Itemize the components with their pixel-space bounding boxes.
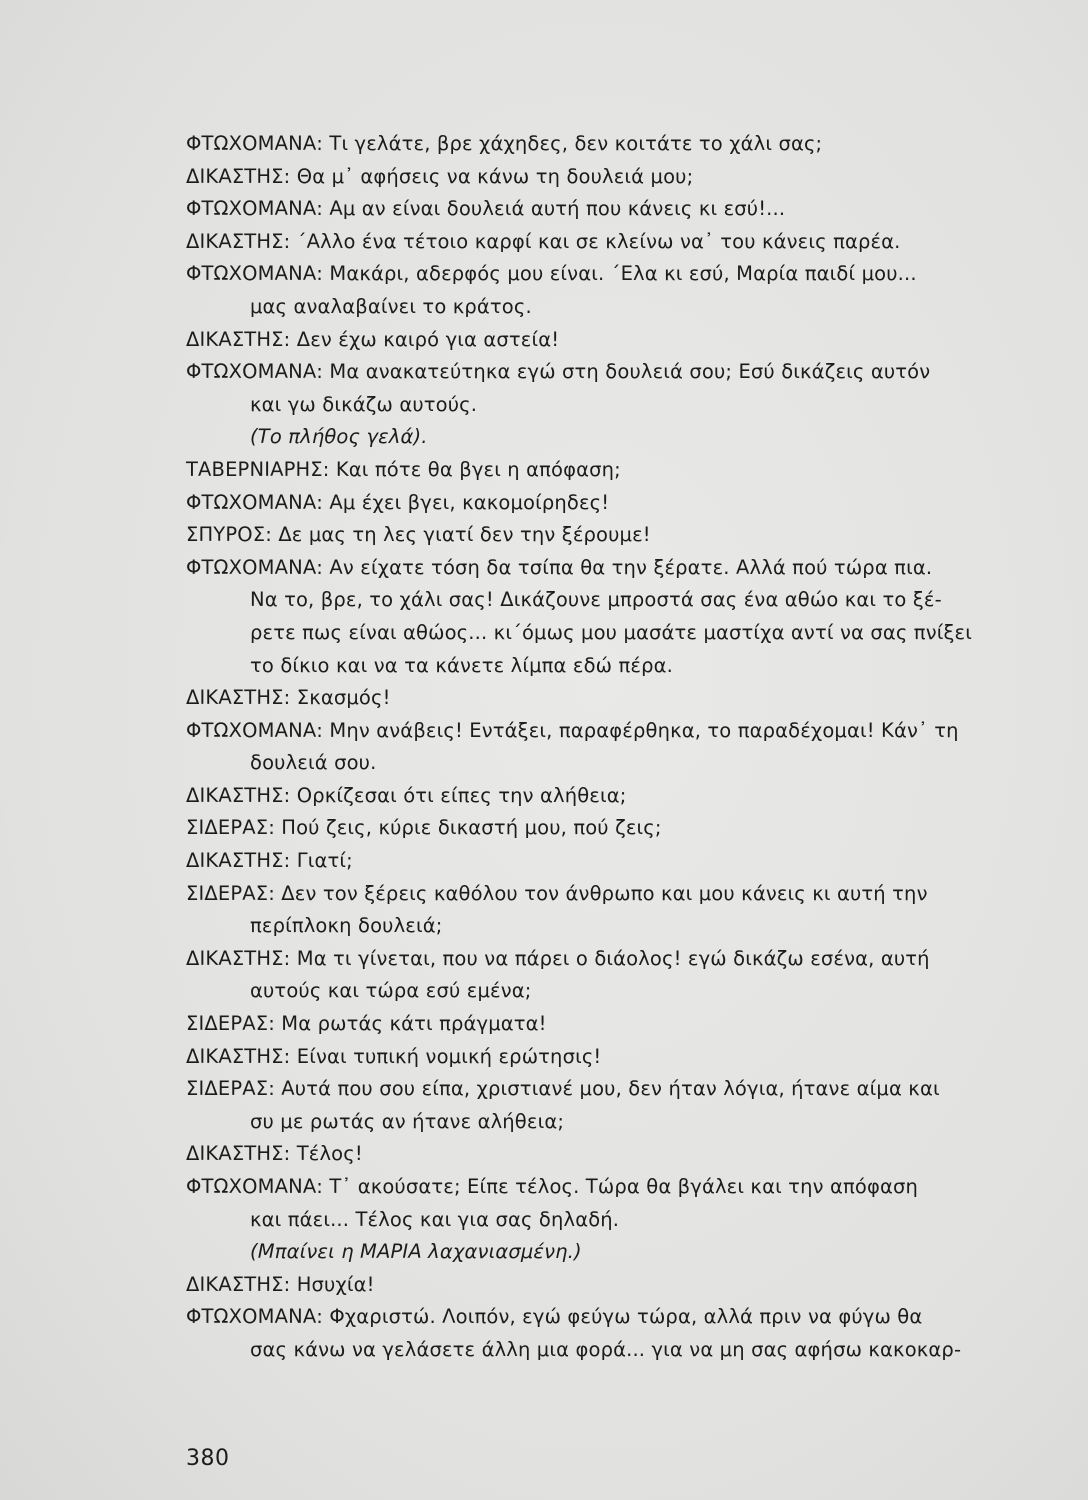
dialogue-line: [186, 878, 1036, 911]
speaker-name: ΔΙΚΑΣΤΗΣ:: [186, 1044, 291, 1068]
line-text: και πάει... Τέλος και για σας δηλαδή.: [250, 1207, 620, 1231]
line-text: Αμ αν είναι δουλειά αυτή που κάνεις κι εσύ!...: [329, 197, 786, 221]
page-number: 380: [186, 1446, 230, 1471]
line-text: Σκασμός!: [296, 686, 391, 710]
line-text: (Μπαίνει η ΜΑΡΙΑ λαχανιασμένη.): [250, 1240, 582, 1264]
line-text: Μακάρι, αδερφός μου είναι. ΄Ελα κι εσύ, Μαρία παιδί μου...: [329, 262, 917, 286]
speaker-name: ΔΙΚΑΣΤΗΣ:: [186, 849, 291, 873]
dialogue-line: [186, 682, 1036, 715]
line-text: το δίκιο και να τα κάνετε λίμπα εδώ πέρα.: [250, 653, 673, 677]
line-text: Φχαριστώ. Λοιπόν, εγώ φεύγω τώρα, αλλά πριν να φύγω θα: [329, 1305, 923, 1329]
dialogue-line: [186, 324, 1036, 357]
line-text: ΄Αλλο ένα τέτοιο καρφί και σε κλείνω να᾽ του κάνεις παρέα.: [296, 229, 901, 253]
line-text: σας κάνω να γελάσετε άλλη μια φορά... για να μη σας αφήσω κακοκαρ-: [250, 1337, 962, 1361]
line-text: Τ᾽ ακούσατε; Είπε τέλος. Τώρα θα βγάλει και την απόφαση: [329, 1175, 918, 1198]
speaker-name: ΣΙΔΕΡΑΣ:: [186, 1077, 275, 1101]
line-text: (Το πλήθος γελά).: [250, 425, 428, 449]
speaker-name: ΔΙΚΑΣΤΗΣ:: [186, 229, 291, 253]
dialogue-line: [186, 258, 1036, 291]
dialogue-line: [186, 747, 1036, 780]
speaker-name: ΦΤΩΧΟΜΑΝΑ:: [186, 490, 324, 514]
line-text: αυτούς και τώρα εσύ εμένα;: [250, 979, 532, 1003]
speaker-name: ΦΤΩΧΟΜΑΝΑ:: [186, 1175, 324, 1198]
speaker-name: ΦΤΩΧΟΜΑΝΑ:: [186, 1305, 324, 1329]
dialogue-line: [186, 356, 1036, 389]
speaker-name: ΦΤΩΧΟΜΑΝΑ:: [186, 262, 324, 286]
line-text: Τι γελάτε, βρε χάχηδες, δεν κοιτάτε το χάλι σας;: [329, 132, 823, 155]
dialogue-line: [186, 1041, 1036, 1074]
line-text: Μα ανακατεύτηκα εγώ στη δουλειά σου; Εσύ δικάζεις αυτόν: [329, 360, 931, 384]
line-text: συ με ρωτάς αν ήτανε αλήθεια;: [250, 1109, 565, 1133]
line-text: δουλειά σου.: [250, 751, 377, 775]
dialogue-line: [186, 1073, 1036, 1106]
dialogue-line: [186, 161, 1036, 194]
dialogue-line: [186, 389, 1036, 422]
stage-direction: [186, 421, 1036, 454]
line-text: Μα ρωτάς κάτι πράγματα!: [281, 1012, 547, 1036]
dialogue-line: [186, 1334, 1036, 1367]
speaker-name: ΣΙΔΕΡΑΣ:: [186, 881, 275, 905]
line-text: Αυτά που σου είπα, χριστιανέ μου, δεν ήταν λόγια, ήτανε αίμα και: [281, 1077, 940, 1101]
dialogue-line: [186, 1301, 1036, 1334]
dialogue-line: [186, 291, 1036, 324]
line-text: Ορκίζεσαι ότι είπες την αλήθεια;: [296, 783, 627, 807]
dialogue-line: [186, 812, 1036, 845]
speaker-name: ΦΤΩΧΟΜΑΝΑ:: [186, 360, 324, 384]
dialogue-line: [186, 584, 1036, 617]
dialogue-line: [186, 780, 1036, 813]
line-text: Ησυχία!: [296, 1272, 375, 1296]
speaker-name: ΣΠΥΡΟΣ:: [186, 523, 272, 547]
line-text: Γιατί;: [296, 849, 353, 873]
line-text: Πού ζεις, κύριε δικαστή μου, πού ζεις;: [281, 816, 662, 840]
stage-direction: [186, 1236, 1036, 1269]
speaker-name: ΦΤΩΧΟΜΑΝΑ:: [186, 197, 324, 221]
speaker-name: ΔΙΚΑΣΤΗΣ:: [186, 686, 291, 710]
line-text: Δεν τον ξέρεις καθόλου τον άνθρωπο και μου κάνεις κι αυτή την: [281, 881, 928, 905]
dialogue-line: [186, 943, 1036, 976]
line-text: Είναι τυπική νομική ερώτησις!: [296, 1044, 602, 1068]
dialogue-line: [186, 128, 1036, 161]
dialogue-line: [186, 1269, 1036, 1302]
speaker-name: ΦΤΩΧΟΜΑΝΑ:: [186, 132, 324, 155]
line-text: μας αναλαβαίνει το κράτος.: [250, 294, 532, 318]
speaker-name: ΣΙΔΕΡΑΣ:: [186, 1012, 275, 1036]
line-text: Να το, βρε, το χάλι σας! Δικάζουνε μπροστά σας ένα αθώο και το ξέ-: [250, 588, 942, 612]
dialogue-line: [186, 975, 1036, 1008]
dialogue-line: [186, 226, 1036, 259]
dialogue-text: [186, 128, 1036, 1367]
dialogue-line: [186, 845, 1036, 878]
speaker-name: ΣΙΔΕΡΑΣ:: [186, 816, 275, 840]
dialogue-line: [186, 1171, 1036, 1204]
line-text: Μην ανάβεις! Εντάξει, παραφέρθηκα, το παραδέχομαι! Κάν᾽ τη: [329, 718, 959, 742]
dialogue-line: [186, 1138, 1036, 1171]
line-text: Τέλος!: [296, 1142, 363, 1166]
dialogue-line: [186, 650, 1036, 683]
line-text: Αμ έχει βγει, κακομοίρηδες!: [329, 490, 610, 514]
dialogue-line: [186, 552, 1036, 585]
speaker-name: ΔΙΚΑΣΤΗΣ:: [186, 783, 291, 807]
line-text: και γω δικάζω αυτούς.: [250, 392, 478, 416]
line-text: Αν είχατε τόση δα τσίπα θα την ξέρατε. Αλλά πού τώρα πια.: [329, 555, 933, 579]
speaker-name: ΔΙΚΑΣΤΗΣ:: [186, 946, 291, 970]
dialogue-line: [186, 910, 1036, 943]
speaker-name: ΔΙΚΑΣΤΗΣ:: [186, 1142, 291, 1166]
line-text: Δεν έχω καιρό για αστεία!: [296, 327, 560, 351]
speaker-name: ΔΙΚΑΣΤΗΣ:: [186, 1272, 291, 1296]
dialogue-line: [186, 193, 1036, 226]
line-text: Θα μ᾽ αφήσεις να κάνω τη δουλειά μου;: [296, 164, 694, 188]
speaker-name: ΔΙΚΑΣΤΗΣ:: [186, 164, 291, 188]
speaker-name: ΔΙΚΑΣΤΗΣ:: [186, 327, 291, 351]
line-text: ρετε πως είναι αθώος... κι΄όμως μου μασάτε μαστίχα αντί να σας πνίξει: [250, 620, 972, 644]
speaker-name: ΤΑΒΕΡΝΙΑΡΗΣ:: [186, 457, 330, 481]
dialogue-line: [186, 487, 1036, 520]
dialogue-line: [186, 519, 1036, 552]
line-text: Μα τι γίνεται, που να πάρει ο διάολος! εγώ δικάζω εσένα, αυτή: [296, 946, 930, 970]
line-text: Και πότε θα βγει η απόφαση;: [335, 457, 621, 481]
speaker-name: ΦΤΩΧΟΜΑΝΑ:: [186, 718, 324, 742]
dialogue-line: [186, 617, 1036, 650]
dialogue-line: [186, 715, 1036, 748]
speaker-name: ΦΤΩΧΟΜΑΝΑ:: [186, 555, 324, 579]
dialogue-line: [186, 1106, 1036, 1139]
dialogue-line: [186, 1008, 1036, 1041]
line-text: περίπλοκη δουλειά;: [250, 914, 443, 938]
dialogue-line: [186, 1204, 1036, 1237]
line-text: Δε μας τη λες γιατί δεν την ξέρουμε!: [278, 523, 651, 547]
dialogue-line: [186, 454, 1036, 487]
